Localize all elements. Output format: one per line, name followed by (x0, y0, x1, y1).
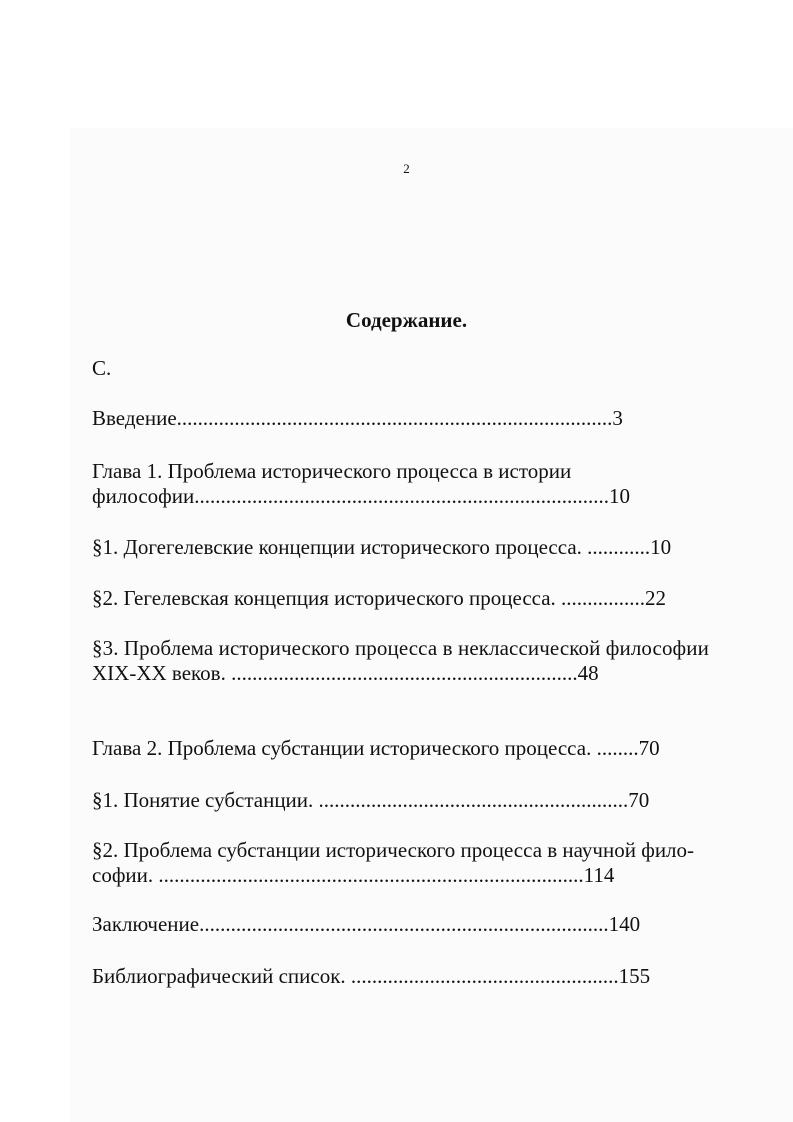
page-number: 2 (403, 161, 410, 176)
toc-entry-chapter-1-line-1: Глава 1. Проблема исторического процесса в истории (92, 459, 572, 483)
toc-entry-intro: Введение...................................................................................3 (92, 406, 623, 430)
toc-entry-ch1-section-2: §2. Гегелевская концепция исторического процесса. ................22 (92, 586, 667, 610)
toc-entry-chapter-1-line-2: философии...............................................................................10 (92, 484, 631, 508)
toc-entry-bibliography: Библиографический список. ...................................................155 (92, 964, 651, 988)
toc-entry-chapter-2: Глава 2. Проблема субстанции исторического процесса. ........70 (92, 736, 660, 760)
page-column-label: С. (92, 356, 112, 380)
page-title: Содержание. (345, 308, 468, 332)
toc-entry-ch2-section-2-line-2: софии. .................................................................................114 (92, 863, 615, 887)
toc-entry-ch1-section-3-line-1: §3. Проблема исторического процесса в неклассической философии (92, 636, 709, 660)
toc-entry-ch2-section-2-line-1: §2. Проблема субстанции исторического процесса в научной фило- (92, 838, 695, 862)
toc-entry-conclusion: Заключение..............................................................................140 (92, 912, 641, 936)
toc-entry-ch1-section-3-line-2: XIX-XX веков. ..................................................................48 (92, 661, 599, 685)
toc-entry-ch1-section-1: §1. Догегелевские концепции исторического процесса. ............10 (92, 535, 672, 559)
toc-entry-ch2-section-1: §1. Понятие субстанции. ...........................................................70 (92, 788, 650, 812)
